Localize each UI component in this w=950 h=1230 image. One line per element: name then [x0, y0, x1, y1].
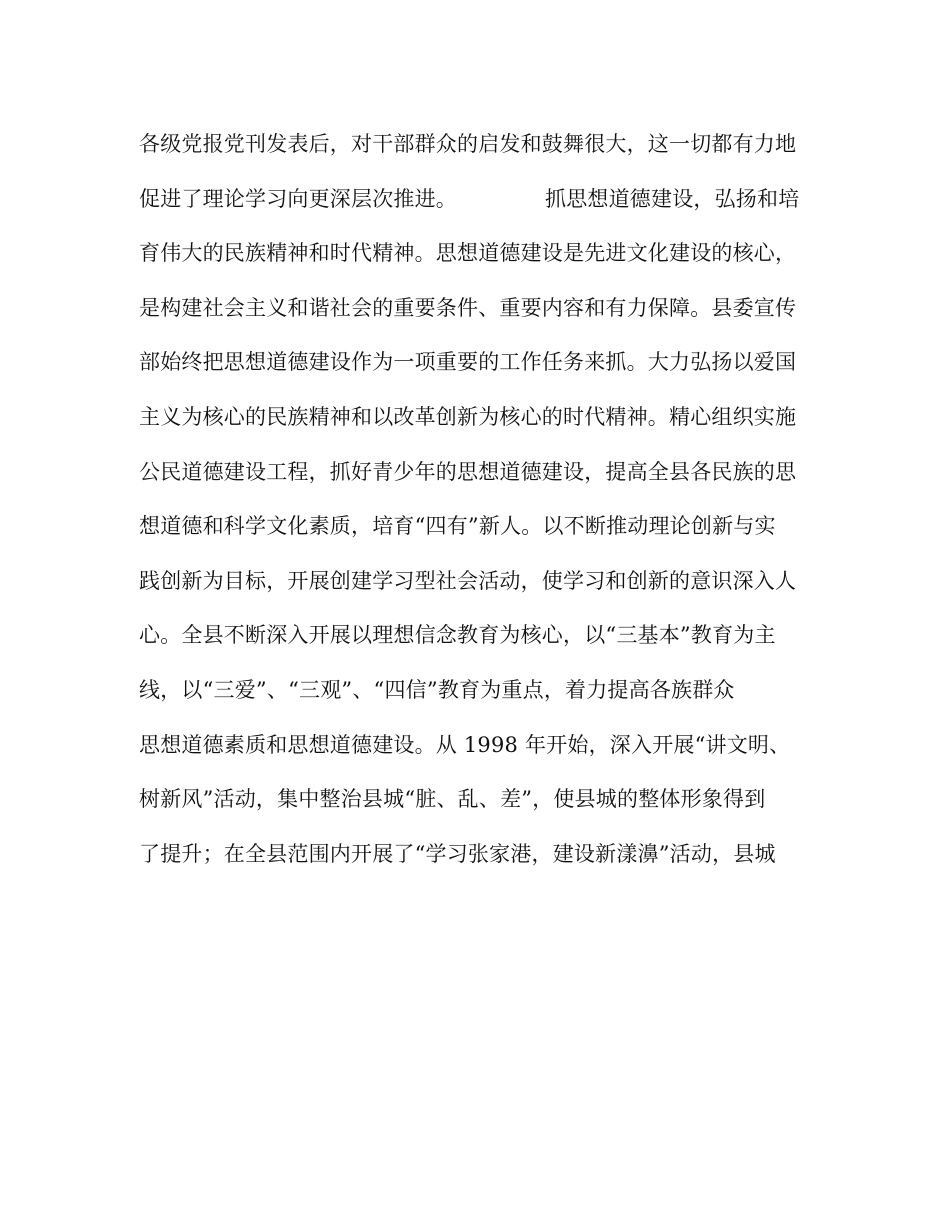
line-text: 育伟大的民族精神和时代精神。思想道德建设是先进文化建设的核心， [139, 241, 797, 266]
line-text-continued: 抓思想道德建设，弘扬和培 [545, 186, 800, 211]
text-line-13 [139, 779, 829, 834]
line-text: 公民道德建设工程，抓好青少年的思想道德建设，提高全县各民族的思 [139, 459, 797, 484]
text-line-11 [139, 670, 829, 725]
line-text: 线，以“三爱”、“三观”、“四信”教育为重点，着力提高各族群众 [139, 677, 735, 702]
text-line-2 [139, 179, 829, 234]
line-text: 心。全县不断深入开展以理想信念教育为核心，以“三基本”教育为主 [139, 623, 776, 648]
line-text: 各级党报党刊发表后，对干部群众的启发和鼓舞很大，这一切都有力地 [139, 132, 797, 156]
text-line-10 [139, 615, 829, 670]
line-text: 主义为核心的民族精神和以改革创新为核心的时代精神。精心组织实施 [139, 404, 797, 429]
text-line-7 [139, 452, 829, 507]
line-text: 了提升；在全县范围内开展了“学习张家港，建设新漾濞”活动，县城 [139, 841, 776, 866]
text-line-9 [139, 561, 829, 616]
body-text [139, 124, 829, 888]
line-text: 思想道德素质和思想道德建设。从 1998 年开始，深入开展“讲文明、 [139, 732, 791, 757]
text-line-5 [139, 342, 829, 397]
text-line-1 [139, 124, 829, 179]
line-text: 是构建社会主义和谐社会的重要条件、重要内容和有力保障。县委宣传 [139, 295, 797, 320]
text-line-8 [139, 506, 829, 561]
line-text: 促进了理论学习向更深层次推进。 [139, 186, 457, 211]
line-text: 树新风”活动，集中整治县城“脏、乱、差”，使县城的整体形象得到 [139, 787, 766, 812]
line-text: 部始终把思想道德建设作为一项重要的工作任务来抓。大力弘扬以爱国 [139, 350, 797, 375]
text-line-14 [139, 834, 829, 889]
text-line-12 [139, 725, 829, 780]
line-text: 践创新为目标，开展创建学习型社会活动，使学习和创新的意识深入人 [139, 568, 797, 593]
text-line-4 [139, 288, 829, 343]
text-line-6 [139, 397, 829, 452]
line-text: 想道德和科学文化素质，培育“四有”新人。以不断推动理论创新与实 [139, 514, 776, 539]
text-line-3 [139, 233, 829, 288]
